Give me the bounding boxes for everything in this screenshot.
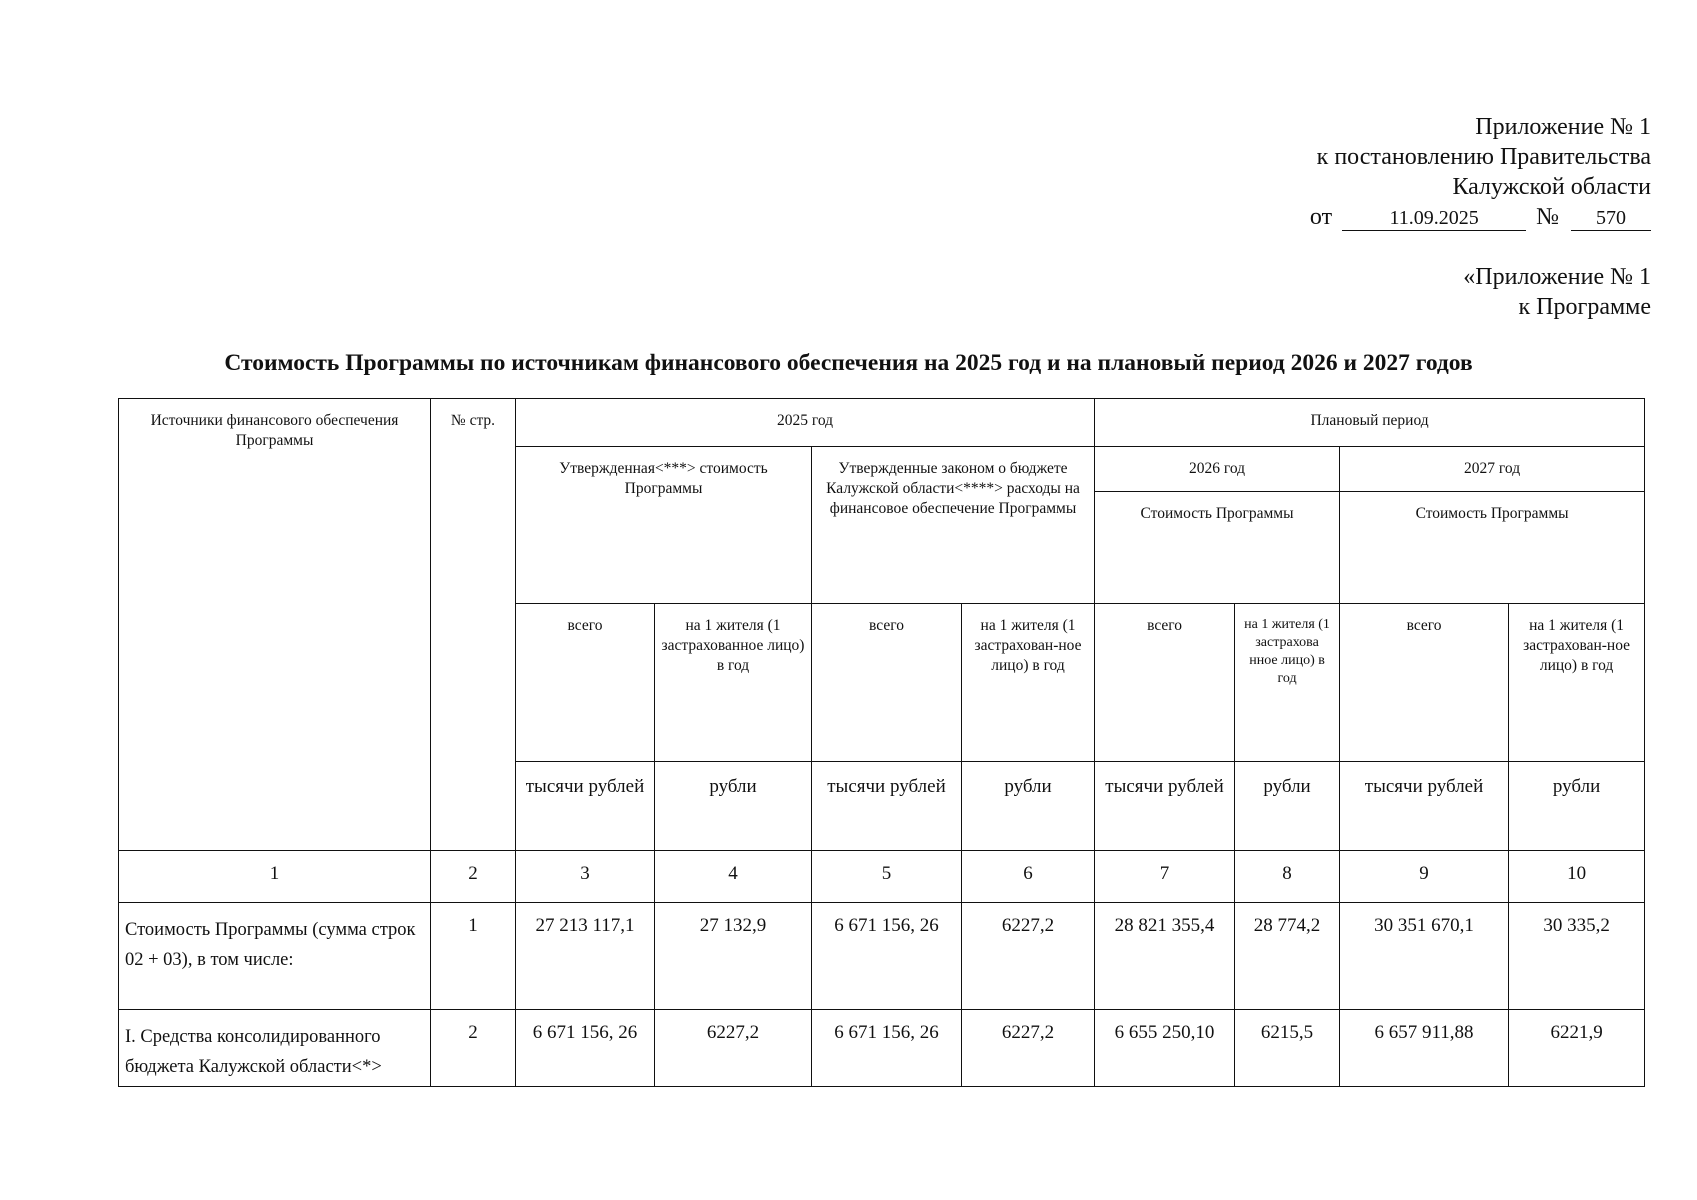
row-value-5: 6 671 156, 26	[812, 1010, 962, 1087]
decree-number: 570	[1571, 206, 1651, 231]
header-per-capita-4: на 1 жителя (1 застрахованное лицо) в год	[655, 604, 812, 762]
unit-5: тысячи рублей	[812, 762, 962, 851]
row-value-6: 6227,2	[962, 903, 1095, 1010]
unit-7: тысячи рублей	[1095, 762, 1235, 851]
column-numbers-row	[119, 851, 1645, 903]
row-value-8: 6215,5	[1235, 1010, 1340, 1087]
col-number-9: 9	[1340, 851, 1509, 903]
row-number: 1	[431, 903, 516, 1010]
unit-8: рубли	[1235, 762, 1340, 851]
header-cost-2027: Стоимость Программы	[1340, 492, 1645, 604]
col-number-7: 7	[1095, 851, 1235, 903]
table-row	[119, 903, 1645, 1010]
row-value-3: 27 213 117,1	[516, 903, 655, 1010]
col-number-3: 3	[516, 851, 655, 903]
col-number-1: 1	[119, 851, 431, 903]
header-sources: Источники финансового обеспечения Программы	[119, 399, 431, 851]
decree-date: 11.09.2025	[1342, 206, 1526, 231]
col-number-5: 5	[812, 851, 962, 903]
header-planned-period: Плановый период	[1095, 399, 1645, 447]
header-total-7: всего	[1095, 604, 1235, 762]
appendix-label: Приложение № 1	[1475, 114, 1651, 140]
header-total-9: всего	[1340, 604, 1509, 762]
unit-9: тысячи рублей	[1340, 762, 1509, 851]
col-number-8: 8	[1235, 851, 1340, 903]
unit-4: рубли	[655, 762, 812, 851]
row-value-9: 6 657 911,88	[1340, 1010, 1509, 1087]
row-source: Стоимость Программы (сумма строк 02 + 03), в том числе:	[119, 903, 431, 1010]
col-number-10: 10	[1509, 851, 1645, 903]
row-number: 2	[431, 1010, 516, 1087]
row-value-10: 6221,9	[1509, 1010, 1645, 1087]
header-total-5: всего	[812, 604, 962, 762]
financing-table	[118, 398, 1645, 1087]
program-reference: к Программе	[1518, 294, 1651, 320]
col-number-2: 2	[431, 851, 516, 903]
unit-3: тысячи рублей	[516, 762, 655, 851]
unit-6: рубли	[962, 762, 1095, 851]
date-prefix: от	[1309, 204, 1333, 230]
header-per-capita-10: на 1 жителя (1 застрахован-ное лицо) в год	[1509, 604, 1645, 762]
row-value-7: 28 821 355,4	[1095, 903, 1235, 1010]
table-row	[119, 1010, 1645, 1087]
row-source: I. Средства консолидированного бюджета Калужской области<*>	[119, 1010, 431, 1087]
program-appendix-label: «Приложение № 1	[1463, 264, 1651, 290]
header-approved-by-law: Утвержденные законом о бюджете Калужской области<****> расходы на финансовое обеспечение Программы	[812, 447, 1095, 604]
row-value-10: 30 335,2	[1509, 903, 1645, 1010]
row-value-8: 28 774,2	[1235, 903, 1340, 1010]
row-value-4: 27 132,9	[655, 903, 812, 1010]
decree-reference: к постановлению Правительства	[1316, 144, 1651, 170]
row-value-4: 6227,2	[655, 1010, 812, 1087]
program-appendix-header	[1463, 262, 1651, 322]
row-value-5: 6 671 156, 26	[812, 903, 962, 1010]
header-per-capita-6: на 1 жителя (1 застрахован-ное лицо) в год	[962, 604, 1095, 762]
header-year-2027: 2027 год	[1340, 447, 1645, 492]
header-row-no: № стр.	[431, 399, 516, 851]
number-prefix: №	[1536, 204, 1559, 230]
col-number-6: 6	[962, 851, 1095, 903]
decree-date-number	[1310, 202, 1651, 232]
row-value-6: 6227,2	[962, 1010, 1095, 1087]
header-approved-cost: Утвержденная<***> стоимость Программы	[516, 447, 812, 604]
header-per-capita-8: на 1 жителя (1 застрахова нное лицо) в год	[1235, 604, 1340, 762]
header-total-3: всего	[516, 604, 655, 762]
row-value-3: 6 671 156, 26	[516, 1010, 655, 1087]
header-row-years	[119, 399, 1645, 447]
unit-10: рубли	[1509, 762, 1645, 851]
header-year-2025: 2025 год	[516, 399, 1095, 447]
row-value-7: 6 655 250,10	[1095, 1010, 1235, 1087]
decree-header	[1310, 112, 1651, 232]
col-number-4: 4	[655, 851, 812, 903]
header-cost-2026: Стоимость Программы	[1095, 492, 1340, 604]
region-name: Калужской области	[1452, 174, 1651, 200]
document-title: Стоимость Программы по источникам финансового обеспечения на 2025 год и на плановый период 2026 и 2027 годов	[224, 350, 1473, 376]
header-year-2026: 2026 год	[1095, 447, 1340, 492]
row-value-9: 30 351 670,1	[1340, 903, 1509, 1010]
